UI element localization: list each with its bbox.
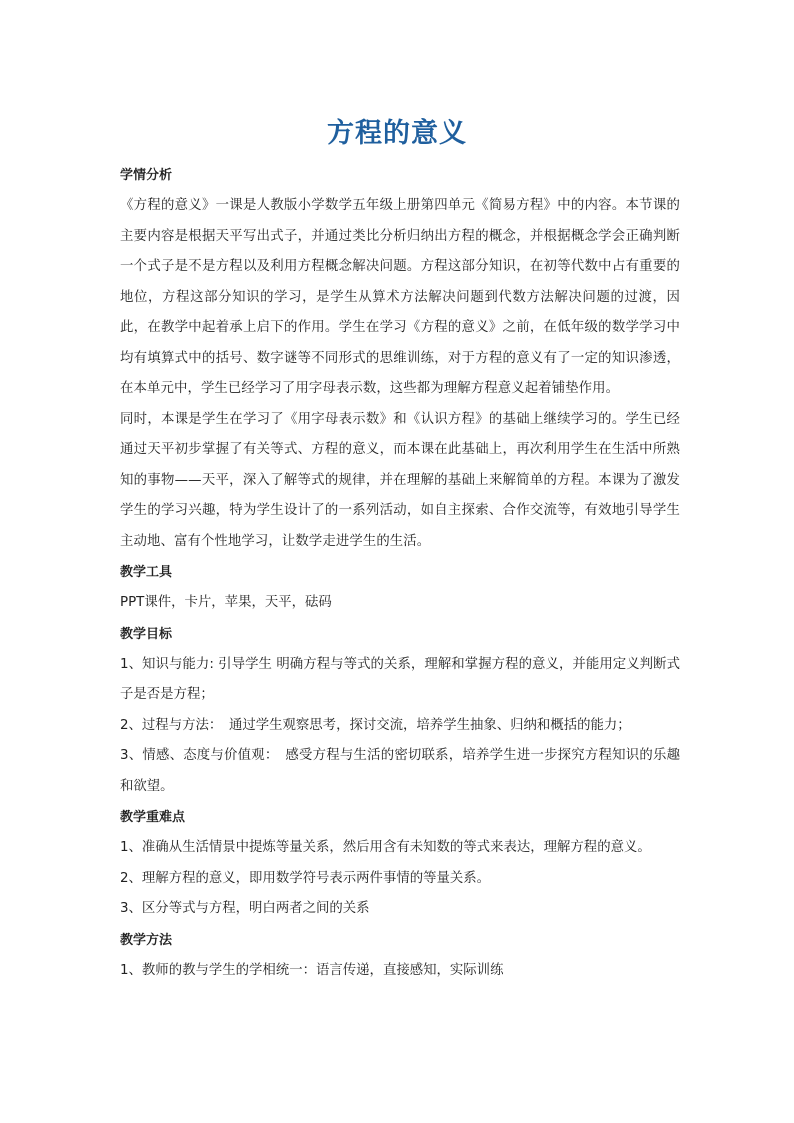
keypoint-item-2: 2、理解方程的意义，即用数学符号表示两件事情的等量关系。 (120, 870, 491, 886)
method-item-1: 1、教师的教与学生的学相统一：语言传递，直接感知，实际训练 (120, 962, 504, 978)
tools-text: PPT课件，卡片，苹果，天平，砝码 (120, 595, 332, 610)
section-heading-analysis: 学情分析 (120, 168, 173, 183)
section-heading-methods: 教学方法 (120, 932, 173, 948)
document-body (120, 160, 680, 986)
keypoint-item-1: 1、准确从生活情景中提炼等量关系，然后用含有未知数的等式来表达，理解方程的意义。 (120, 840, 651, 855)
document-title: 方程的意义 (327, 118, 467, 149)
goal-item-1: 1、知识与能力: 引导学生 明确方程与等式的关系，理解和掌握方程的意义，并能用定义判断式子是否是方程； (120, 656, 680, 702)
section-heading-tools: 教学工具 (120, 565, 173, 580)
section-heading-goals: 教学目标 (120, 626, 173, 642)
keypoint-item-3: 3、区分等式与方程，明白两者之间的关系 (120, 901, 370, 916)
analysis-paragraph-2: 同时，本课是学生在学习了《用字母表示数》和《认识方程》的基础上继续学习的。学生已经通过天平初步掌握了有关等式、方程的意义，而本课在此基础上，再次利用学生在生活中所熟知的事物——天平，深入了解等式的规律，并在理解的基础上来解简单的方程。本课为了激发学生的学习兴趣，特为学生设计了的一系列活动，如自主探索、合作交流等，有效地引导学生主动地、富有个性地学习，让数学走进学生的生活。 (120, 411, 680, 549)
goal-item-3: 3、情感、态度与价值观： 感受方程与生活的密切联系，培养学生进一步探究方程知识的乐趣和欲望。 (120, 748, 680, 794)
section-heading-keypoints: 教学重难点 (120, 810, 186, 825)
analysis-paragraph-1: 《方程的意义》一课是人教版小学数学五年级上册第四单元《简易方程》中的内容。本节课的主要内容是根据天平写出式子，并通过类比分析归纳出方程的概念，并根据概念学会正确判断一个式子是不是方程以及利用方程概念解决问题。方程这部分知识，在初等代数中占有重要的地位，方程这部分知识的学习，是学生从算术方法解决问题到代数方法解决问题的过渡，因此，在教学中起着承上启下的作用。学生在学习《方程的意义》之前，在低年级的数学学习中均有填算式中的括号、数字谜等不同形式的思维训练，对于方程的意义有了一定的知识渗透，在本单元中，学生已经学习了用字母表示数，这些都为理解方程意义起着铺垫作用。 (120, 198, 680, 396)
goal-item-2: 2、过程与方法： 通过学生观察思考，探讨交流，培养学生抽象、归纳和概括的能力； (120, 717, 631, 733)
